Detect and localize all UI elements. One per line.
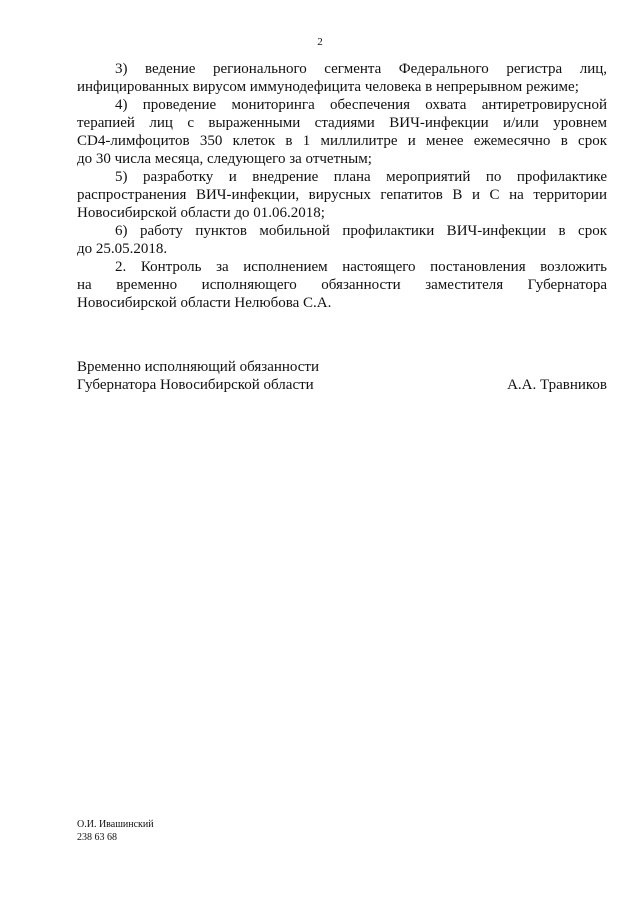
signature-block xyxy=(77,358,607,394)
paragraph-item-3-line1: 3) ведение регионального сегмента Федерального регистра лиц, xyxy=(115,61,607,77)
paragraph-item-5-rest: Новосибирской области до 01.06.2018; xyxy=(77,205,325,221)
executor-footer xyxy=(77,818,154,844)
signature-row xyxy=(77,376,607,394)
executor-name: О.И. Ивашинский xyxy=(77,819,154,830)
signatory-name: А.А. Травников xyxy=(507,377,607,393)
paragraph-item-5-line2: распространения ВИЧ-инфекции, вирусных гепатитов В и С на территории xyxy=(77,187,607,203)
signatory-position-line2: Губернатора Новосибирской области xyxy=(77,377,314,393)
paragraph-item-6-rest: до 25.05.2018. xyxy=(77,241,168,257)
executor-phone: 238 63 68 xyxy=(77,832,117,843)
page-number: 2 xyxy=(317,36,323,48)
paragraph-item-4-line2: терапией лиц с выраженными стадиями ВИЧ-инфекции и/или уровнем xyxy=(77,115,607,131)
signatory-position-line1: Временно исполняющий обязанности xyxy=(77,359,320,375)
paragraph-item-3-rest: инфицированных вирусом иммунодефицита человека в непрерывном режиме; xyxy=(77,79,579,95)
paragraph-item-4-rest: до 30 числа месяца, следующего за отчетным; xyxy=(77,151,372,167)
paragraph-control-line2: на временно исполняющего обязанности заместителя Губернатора xyxy=(77,277,607,293)
paragraph-item-4-line3: CD4-лимфоцитов 350 клеток в 1 миллилитре и менее ежемесячно в срок xyxy=(77,133,607,149)
paragraph-control-line1: 2. Контроль за исполнением настоящего постановления возложить xyxy=(115,259,607,275)
paragraph-item-4-line1: 4) проведение мониторинга обеспечения охвата антиретровирусной xyxy=(115,97,607,113)
paragraph-control-rest: Новосибирской области Нелюбова С.А. xyxy=(77,295,332,311)
paragraph-item-5-line1: 5) разработку и внедрение плана мероприятий по профилактике xyxy=(115,169,607,185)
paragraph-item-6-line1: 6) работу пунктов мобильной профилактики ВИЧ-инфекции в срок xyxy=(115,223,607,239)
document-body xyxy=(77,60,607,312)
